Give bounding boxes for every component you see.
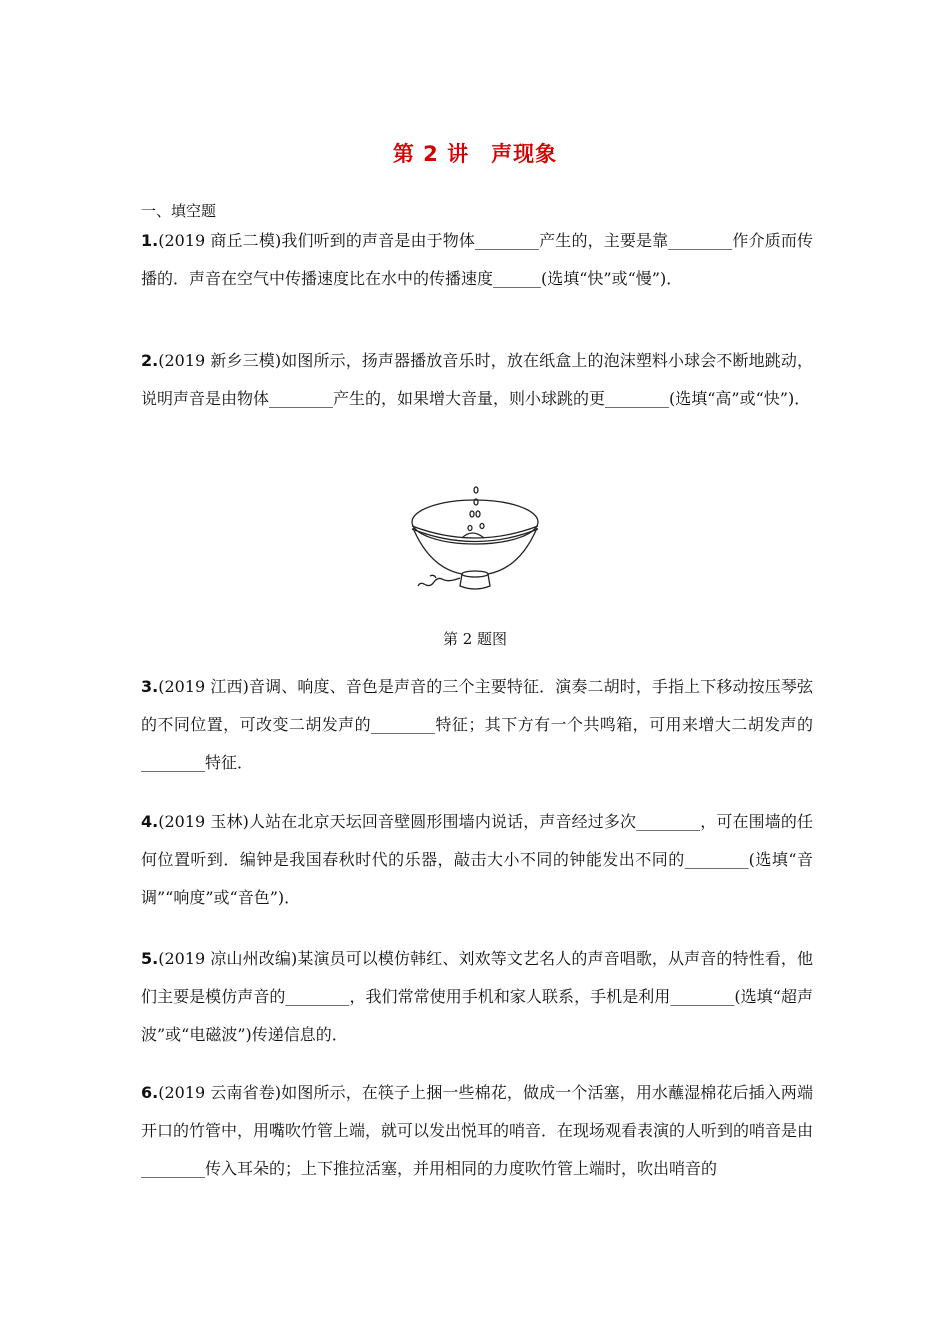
question-4 [141,803,813,917]
question-2 [141,342,813,418]
question-number: 3. [141,677,159,696]
question-3 [141,668,813,782]
question-number: 2. [141,351,159,370]
question-text: (2019 凉山州改编)某演员可以模仿韩红、刘欢等文艺名人的声音唱歌，从声音的特性看，他们主要是模仿声音的________，我们常常使用手机和家人联系，手机是利用________(选填“超声波”或“电磁波”)传递信息的． [141,949,813,1044]
question-number: 6. [141,1083,159,1102]
question-5 [141,940,813,1054]
speaker-bowl-figure [400,478,550,598]
question-number: 4. [141,812,159,831]
question-number: 5. [141,949,159,968]
question-6 [141,1074,813,1188]
question-text: (2019 江西)音调、响度、音色是声音的三个主要特征．演奏二胡时，手指上下移动按压琴弦的不同位置，可改变二胡发声的________特征；其下方有一个共鸣箱，可用来增大二胡发声的________特征． [141,677,813,772]
question-1 [141,222,813,298]
question-text: (2019 商丘二模)我们听到的声音是由于物体________产生的，主要是靠________作介质而传播的．声音在空气中传播速度比在水中的传播速度______(选填“快”或“慢”)． [141,231,813,288]
section-heading: 一、填空题 [141,202,217,220]
question-text: (2019 新乡三模)如图所示，扬声器播放音乐时，放在纸盒上的泡沫塑料小球会不断地跳动，说明声音是由物体________产生的，如果增大音量，则小球跳的更________(选填“高”或“快”)． [141,351,813,408]
page-title: 第 2 讲 声现象 [392,142,558,166]
question-number: 1. [141,231,159,250]
question-text: (2019 云南省卷)如图所示，在筷子上捆一些棉花，做成一个活塞，用水蘸湿棉花后插入两端开口的竹管中，用嘴吹竹管上端，就可以发出悦耳的哨音．在现场观看表演的人听到的哨音是由________传入耳朵的；上下推拉活塞，并用相同的力度吹竹管上端时，吹出哨音的 [141,1083,814,1178]
figure-caption: 第 2 题图 [442,630,508,648]
question-text: (2019 玉林)人站在北京天坛回音壁圆形围墙内说话，声音经过多次________，可在围墙的任何位置听到．编钟是我国春秋时代的乐器，敲击大小不同的钟能发出不同的________(选填“音调”“响度”或“音色”)． [141,812,813,907]
